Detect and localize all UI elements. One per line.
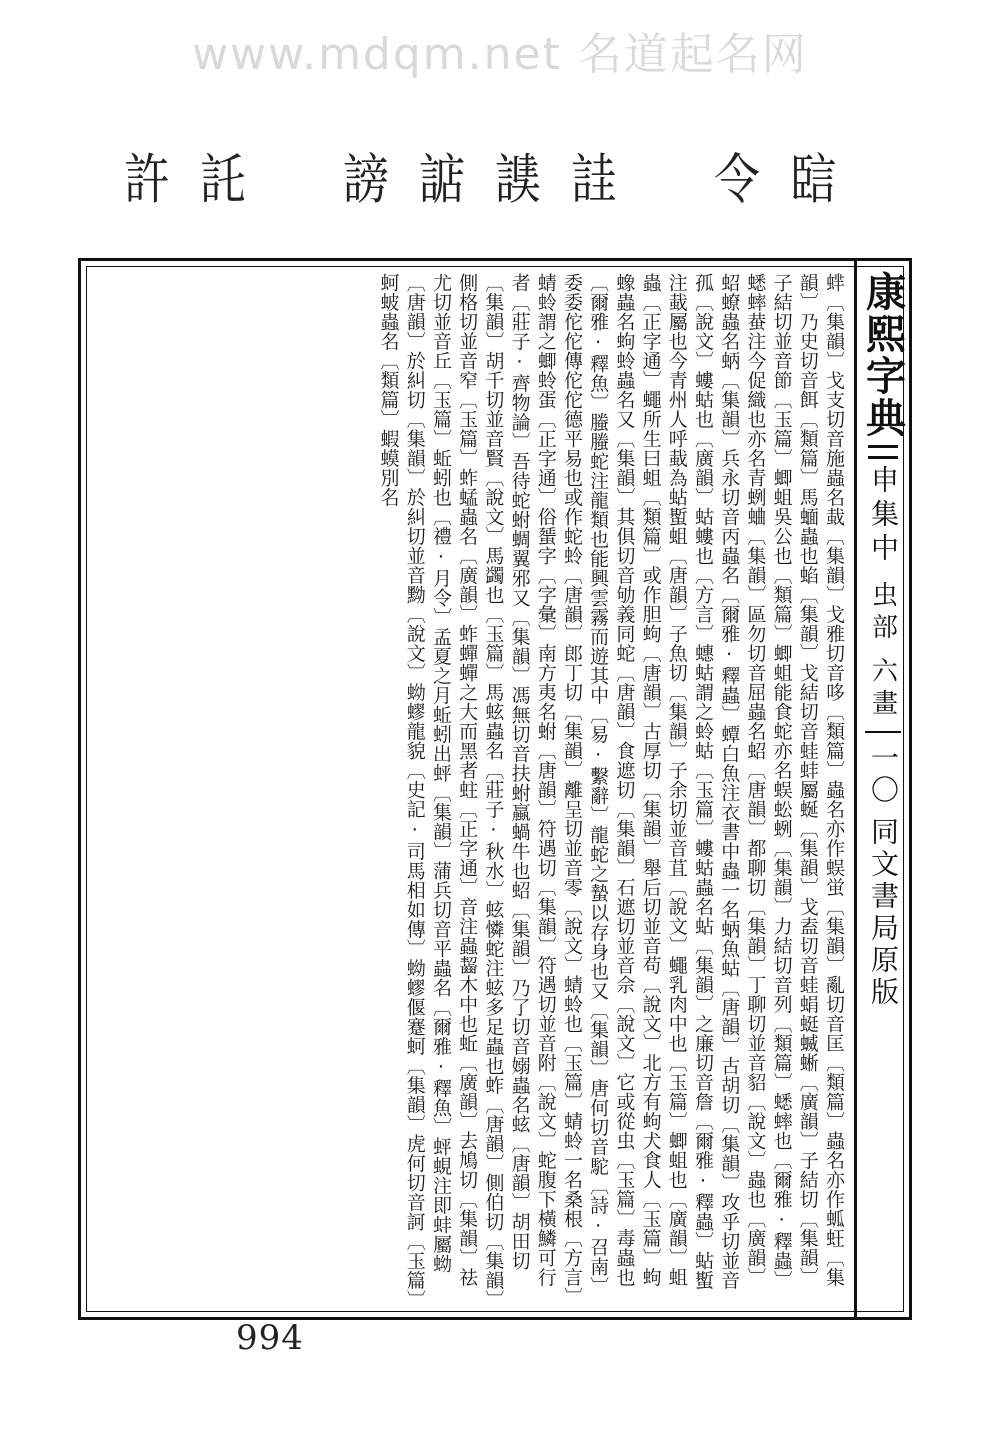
stroke-count-label: 六畫: [867, 657, 898, 721]
radical-label: 虫部: [867, 581, 898, 645]
seal-script-heading: [120, 140, 840, 220]
running-header-strip: [854, 261, 909, 1317]
seal-char: 謗: [343, 148, 390, 211]
dictionary-body: [91, 273, 847, 1303]
publisher-label: 同文書局原版: [867, 817, 900, 1009]
seal-char: 䜁: [494, 148, 541, 211]
strip-divider: [865, 731, 901, 733]
seal-char: 許: [124, 148, 170, 211]
seal-char: 託: [199, 148, 246, 211]
page-frame: [78, 258, 912, 1320]
dictionary-entries-text: 蝆〔集韻〕戈支切音施蟲名蛓〔集韻〕戈雅切音哆〔類篇〕蟲名亦作蜈蛍〔集韻〕亂切音匡〔類篇〕蟲名亦作蛌蚟〔集韻〕乃史切音餌〔類篇〕馬蝒蟲也蜭〔集韻〕戈結切音蛙蚌屬蜒〔集韻〕戈盍切音蛙蜎蜓蝛蜥〔廣韻〕子結切〔集韻〕子結切並音節〔玉篇〕蝍蛆吳公也〔類篇〕蝍蛆能食蛇亦名蜈蚣蛚〔集韻〕力結切音列〔類篇〕蟋蟀也〔爾雅·釋蟲〕蟋蟀蛬注今促織也亦名青蛚蛐〔集韻〕區勿切音屈蟲名蛁〔唐韻〕都聊切〔集韻〕丁聊切並音貂〔說文〕蟲也〔廣韻〕蛁蟟蟲名蛃〔集韻〕兵永切音丙蟲名〔爾雅·釋蟲〕蟫白魚注衣書中蟲一名蛃魚蛄〔唐韻〕古胡切〔集韻〕攻乎切並音孤〔說文〕螻蛄也〔廣韻〕蛄螻也〔方言〕蟪蛄謂之蛉蛄〔玉篇〕螻蛄蟲名蛅〔集韻〕之廉切音詹〔爾雅·釋蟲〕蛅蟴注蛓屬也今青州人呼蛓為蛅蟴蛆〔唐韻〕子魚切〔集韻〕子余切並音苴〔說文〕蠅乳肉中也〔玉篇〕蝍蛆也〔廣韻〕蛆蟲〔正字通〕蠅所生曰蛆〔類篇〕或作胆蚼〔唐韻〕古厚切〔集韻〕舉后切並音苟〔說文〕北方有蚼犬食人〔玉篇〕蚼蟓蟲名蚼蛉蟲名又〔集韻〕其俱切音劬義同蛇〔唐韻〕食遮切〔集韻〕石遮切並音佘〔說文〕它或從虫〔玉篇〕毒蟲也〔爾雅·釋魚〕螣螣蛇注龍類也能興雲霧而遊其中〔易·繫辭〕龍蛇之蟄以存身也又〔集韻〕唐何切音駝〔詩·召南〕委委佗佗傳佗佗德平易也或作蛇蛉〔唐韻〕郎丁切〔集韻〕離呈切並音零〔說文〕蜻蛉也〔玉篇〕蜻蛉一名桑根〔方言〕蜻蛉謂之蝍蛉蛋〔正字通〕俗蜑字〔字彙〕南方夷名蚹〔唐韻〕符遇切〔集韻〕符遇切並音附〔說文〕蛇腹下橫鱗可行者〔莊子·齊物論〕吾待蛇蚹蜩翼邪又〔集韻〕馮無切音扶蚹蠃蝸牛也蛁〔集韻〕乃了切音嫋蟲名蚿〔唐韻〕胡田切〔集韻〕胡千切並音賢〔說文〕馬蠲也〔玉篇〕馬蚿蟲名〔莊子·秋水〕蚿憐蛇注蚿多足蟲也蚱〔唐韻〕側伯切〔集韻〕側格切並音窄〔玉篇〕蚱蜢蟲名〔廣韻〕蚱蟬蟬之大而黑者蛀〔正字通〕音注蟲齧木中也蚯〔廣韻〕去鳩切〔集韻〕祛尤切並音丘〔玉篇〕蚯蚓也〔禮·月令〕孟夏之月蚯蚓出蚲〔集韻〕蒲兵切音平蟲名〔爾雅·釋魚〕蚲蜆注即蚌屬蚴〔唐韻〕於糾切〔集韻〕於糾切並音黝〔說文〕蚴蟉龍貌〔史記·司馬相如傳〕蚴蟉偃蹇蚵〔集韻〕虎何切音訶〔玉篇〕蚵蚾蟲名〔類篇〕蝦蟆別名: [377, 273, 845, 1300]
site-watermark: www.mdqm.net 名道起名网: [192, 29, 808, 80]
book-title: 康熙字典: [859, 271, 906, 439]
seal-char: 䛸: [419, 148, 466, 211]
page-number: 994: [236, 1318, 304, 1358]
section-label: 申集中: [867, 465, 900, 567]
seal-char: 令: [714, 148, 761, 211]
leaf-number: 一〇: [867, 743, 900, 807]
fish-tail-mark: [868, 445, 898, 459]
seal-char: 䛗: [789, 148, 836, 211]
seal-char: 詿: [570, 148, 617, 211]
